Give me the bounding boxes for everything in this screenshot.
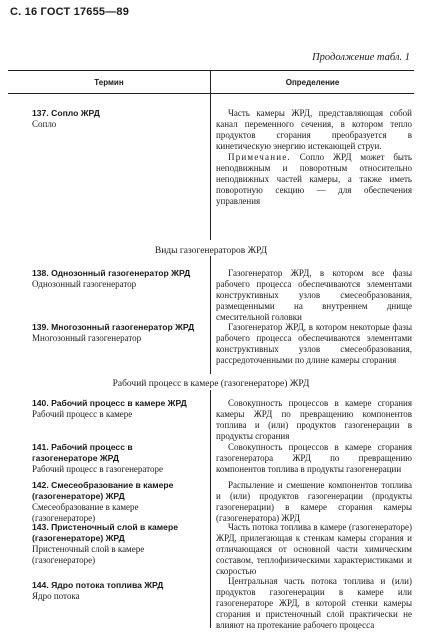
table-continuation-label: Продолжение табл. 1 [312, 52, 410, 63]
term-138 [32, 268, 198, 290]
definition-text: Совокупность процессов в камере сгорания камеры ЖРД по превращению компонентов топлива и (или) продуктов газогенерации в продукты сгорания [216, 398, 412, 441]
definition-137 [216, 108, 412, 207]
definition-138 [216, 268, 412, 323]
term-short: Сопло [32, 119, 57, 129]
term-140 [32, 398, 198, 420]
definition-143 [216, 522, 412, 577]
definition-text: Часть камеры ЖРД, представляющая собой канал переменного сечения, в котором тепло продуктов сгорания преобразуется в кинетическую энергию истекающей струи. [216, 108, 412, 151]
term-title: 140. Рабочий процесс в камере ЖРД [32, 398, 187, 408]
term-short: Пристеночный слой в камере (газогенераторе) [32, 544, 145, 565]
term-141 [32, 442, 198, 475]
term-title: 139. Многозонный газогенератор ЖРД [32, 322, 195, 332]
term-title: 144. Ядро потока топлива ЖРД [32, 580, 164, 590]
definition-142 [216, 480, 412, 524]
table-column-headers [8, 70, 414, 94]
term-142 [32, 480, 198, 524]
definition-text: Газогенератор ЖРД, в котором все фазы рабочего процесса обеспечиваются элементами конструктивных узлов смесеобразования, размещенными на внутреннем днище смесительной головки [216, 268, 412, 322]
term-short: Рабочий процесс в газогенераторе [32, 464, 163, 474]
term-short: Однозонный газогенератор [32, 279, 137, 289]
column-divider [210, 256, 211, 374]
term-title: 142. Смесеобразование в камере (газогенераторе) ЖРД [32, 480, 174, 501]
term-short: Смесеобразование в камере (газогенераторе) [32, 502, 139, 523]
definition-text: Совокупность процессов в камере сгорания газогенератора ЖРД по превращению компонентов топлива в продукты газогенерации [216, 442, 412, 474]
term-143 [32, 522, 198, 566]
term-title: 137. Сопло ЖРД [32, 108, 100, 118]
term-short: Рабочий процесс в камере [32, 409, 133, 419]
term-144 [32, 580, 198, 602]
term-137 [32, 108, 198, 130]
term-139 [32, 322, 198, 344]
column-header-term: Термин [8, 71, 211, 93]
definition-text: Газогенератор ЖРД, в котором некоторые фазы рабочего процесса обеспечиваются элементами конструктивных узлов смесеобразования, рассредоточенными по длине камеры сгорания [216, 322, 412, 365]
definition-140 [216, 398, 412, 442]
definition-text: Распыление и смешение компонентов топлива и (или) продуктов газогенерации (продукты газогенерации) в камере сгорания камеры (газогенератора) ЖРД [216, 480, 412, 523]
term-title: 138. Однозонный газогенератор ЖРД [32, 268, 191, 278]
term-short: Многозонный газогенератор [32, 333, 142, 343]
note-label: Примечание. [228, 152, 291, 162]
page-header: С. 16 ГОСТ 17655—89 [10, 6, 130, 18]
term-title: 143. Пристеночный слой в камере (газогенераторе) ЖРД [32, 522, 178, 543]
definition-139 [216, 322, 412, 366]
definition-144 [216, 576, 412, 631]
term-short: Ядро потока [32, 591, 80, 601]
column-divider [210, 92, 211, 240]
section-title: Рабочий процесс в камере (газогенераторе) ЖРД [112, 379, 310, 389]
definition-text: Часть потока топлива в камере (газогенераторе) ЖРД, прилегающая к стенкам камеры сгорания и отличающаяся от основной части химическим составом, теплофизическими характеристиками и скоростью [216, 522, 412, 576]
section-title: Виды газогенераторов ЖРД [154, 246, 268, 256]
column-header-definition: Определение [285, 77, 340, 87]
definition-141 [216, 442, 412, 475]
note-body: Сопло ЖРД может быть неподвижным и поворотным относительно неподвижных частей камеры, а также иметь поворотную секцию — для обеспечения управления [216, 152, 412, 206]
column-divider [210, 390, 211, 628]
definition-text: Центральная часть потока топлива и (или) продуктов газогенерации в камере или газогенераторе ЖРД, в которой стенки камеры сгорания и пристеночный слой практически не влияют на протекание рабочего процесса [216, 576, 412, 630]
note-text [216, 152, 412, 207]
term-title: 141. Рабочий процесс в газогенераторе ЖРД [32, 442, 133, 463]
